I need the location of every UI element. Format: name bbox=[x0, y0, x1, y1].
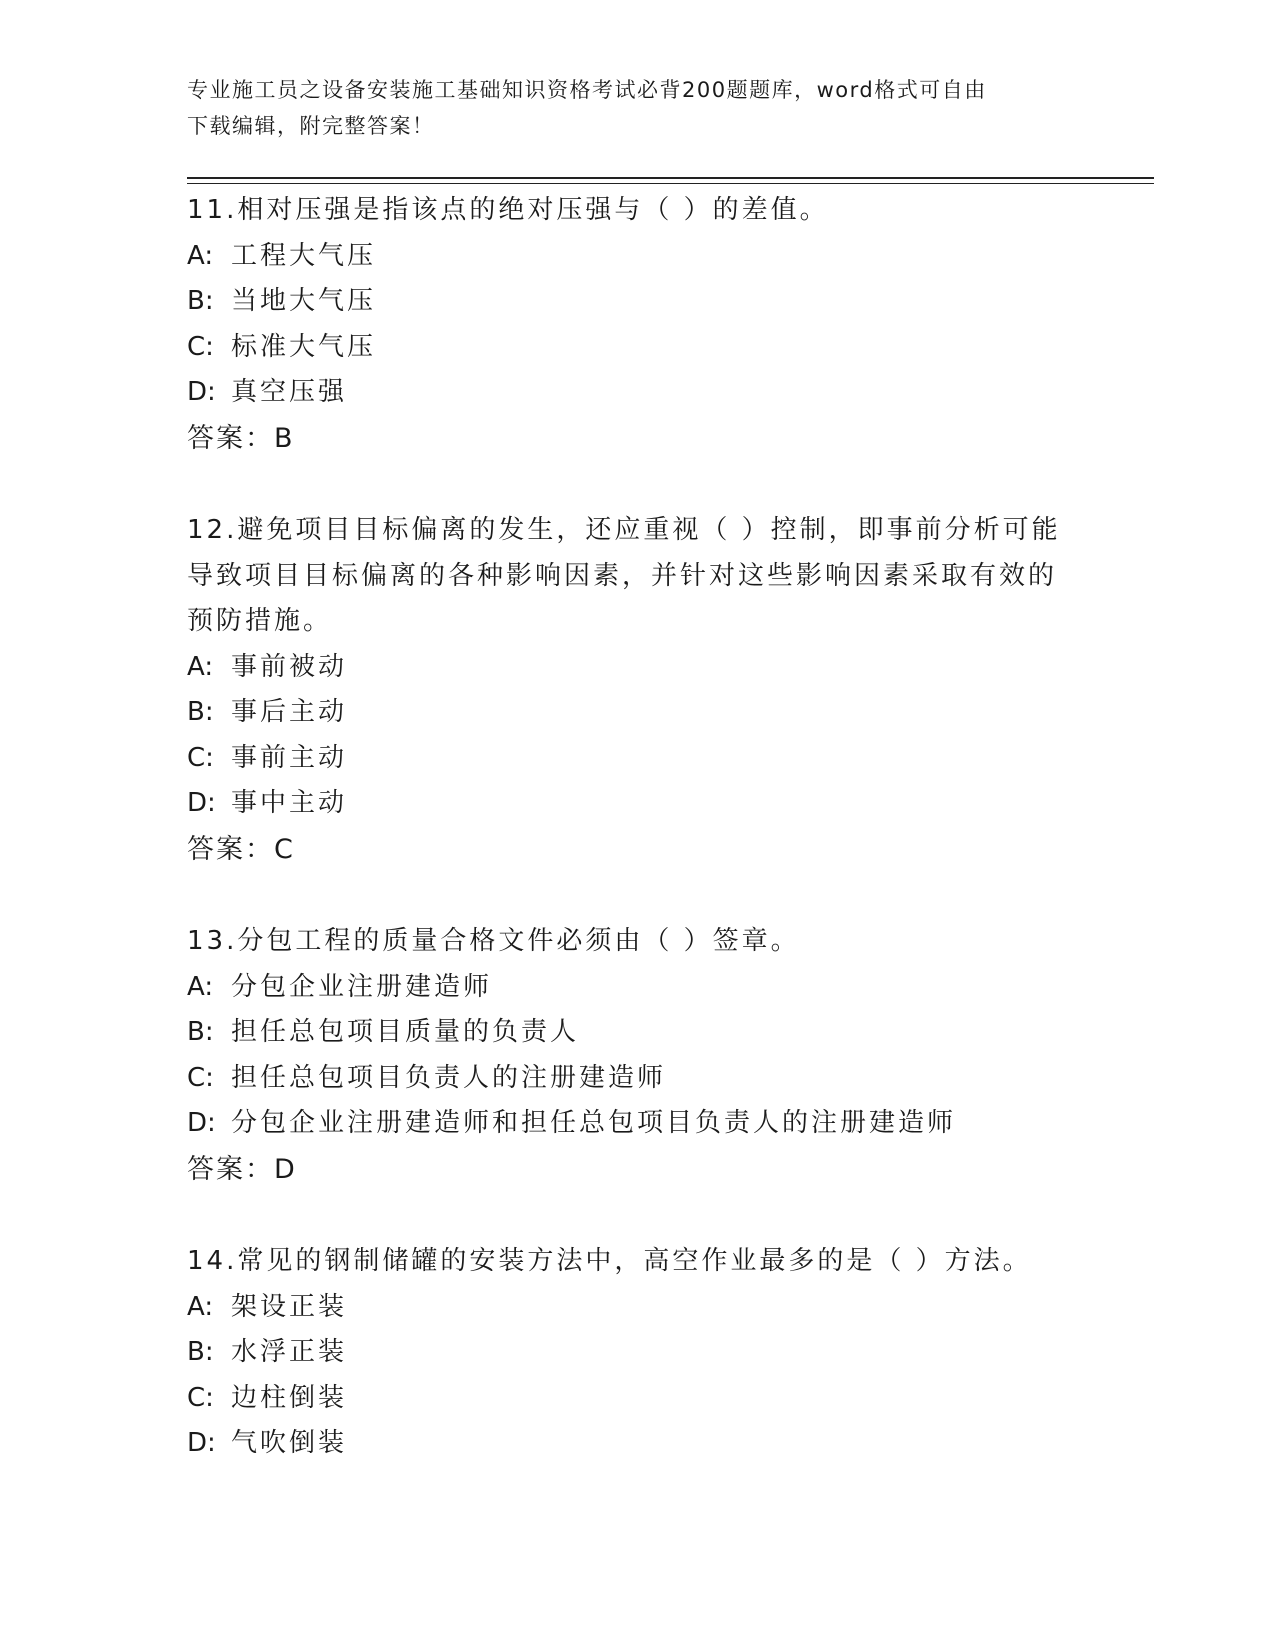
header-divider-thin bbox=[187, 183, 1154, 184]
option-a bbox=[187, 1285, 1087, 1331]
option-letter: D: bbox=[187, 1108, 216, 1138]
option-letter: A: bbox=[187, 651, 214, 682]
document-header bbox=[187, 72, 1067, 144]
option-text: 边柱倒装 bbox=[231, 1382, 348, 1413]
answer: 答案：B bbox=[187, 422, 295, 454]
option-text: 担任总包项目负责人的注册建造师 bbox=[231, 1062, 667, 1093]
option-text: 气吹倒装 bbox=[231, 1428, 348, 1458]
question-stem-line-3: 预防措施。 bbox=[187, 606, 333, 636]
option-text: 分包企业注册建造师和担任总包项目负责人的注册建造师 bbox=[231, 1108, 957, 1138]
option-text: 分包企业注册建造师 bbox=[231, 971, 493, 1002]
option-letter: A: bbox=[187, 971, 214, 1002]
question-stem: 11.相对压强是指该点的绝对压强与（ ）的差值。 bbox=[187, 195, 829, 225]
question-list bbox=[187, 188, 1087, 1514]
option-text: 标准大气压 bbox=[231, 331, 377, 362]
option-text: 担任总包项目质量的负责人 bbox=[231, 1017, 580, 1047]
option-c bbox=[187, 325, 1087, 371]
option-letter: D: bbox=[187, 377, 216, 407]
option-letter: B: bbox=[187, 697, 214, 727]
option-c bbox=[187, 1376, 1087, 1422]
option-b bbox=[187, 1330, 1087, 1376]
option-d bbox=[187, 370, 1087, 416]
option-text: 事前被动 bbox=[231, 651, 348, 682]
option-b bbox=[187, 690, 1087, 736]
question-stem: 13.分包工程的质量合格文件必须由（ ）签章。 bbox=[187, 926, 800, 956]
option-b bbox=[187, 279, 1087, 325]
option-c bbox=[187, 1056, 1087, 1102]
option-letter: D: bbox=[187, 788, 216, 818]
option-d bbox=[187, 1101, 1087, 1147]
question-stem-line-1: 12.避免项目目标偏离的发生，还应重视（ ）控制，即事前分析可能 bbox=[187, 515, 1061, 545]
question-12 bbox=[187, 508, 1087, 872]
option-text: 事前主动 bbox=[231, 742, 348, 773]
option-b bbox=[187, 1010, 1087, 1056]
question-11 bbox=[187, 188, 1087, 461]
option-d bbox=[187, 1421, 1087, 1467]
option-text: 真空压强 bbox=[231, 377, 348, 407]
option-a bbox=[187, 965, 1087, 1011]
option-letter: C: bbox=[187, 1062, 214, 1093]
option-letter: D: bbox=[187, 1428, 216, 1458]
option-text: 当地大气压 bbox=[231, 286, 377, 316]
option-letter: C: bbox=[187, 1382, 214, 1413]
header-divider-thick bbox=[187, 177, 1154, 179]
option-letter: A: bbox=[187, 1291, 214, 1322]
question-stem-line-2: 导致项目目标偏离的各种影响因素，并针对这些影响因素采取有效的 bbox=[187, 560, 1058, 591]
option-letter: C: bbox=[187, 331, 214, 362]
question-14 bbox=[187, 1239, 1087, 1467]
option-letter: C: bbox=[187, 742, 214, 773]
option-letter: B: bbox=[187, 1337, 214, 1367]
option-text: 事后主动 bbox=[231, 697, 348, 727]
header-line-2: 下载编辑，附完整答案！ bbox=[187, 114, 435, 138]
option-letter: B: bbox=[187, 1017, 214, 1047]
option-letter: B: bbox=[187, 286, 214, 316]
option-c bbox=[187, 736, 1087, 782]
answer: 答案：D bbox=[187, 1153, 297, 1185]
option-a bbox=[187, 234, 1087, 280]
answer: 答案：C bbox=[187, 833, 295, 865]
option-text: 架设正装 bbox=[231, 1291, 348, 1322]
option-letter: A: bbox=[187, 240, 214, 271]
option-text: 水浮正装 bbox=[231, 1337, 348, 1367]
option-a bbox=[187, 645, 1087, 691]
question-stem: 14.常见的钢制储罐的安装方法中，高空作业最多的是（ ）方法。 bbox=[187, 1246, 1032, 1276]
header-line-1: 专业施工员之设备安装施工基础知识资格考试必背200题题库，word格式可自由 bbox=[187, 78, 987, 102]
option-text: 工程大气压 bbox=[231, 240, 377, 271]
option-text: 事中主动 bbox=[231, 788, 348, 818]
option-d bbox=[187, 781, 1087, 827]
question-13 bbox=[187, 919, 1087, 1192]
